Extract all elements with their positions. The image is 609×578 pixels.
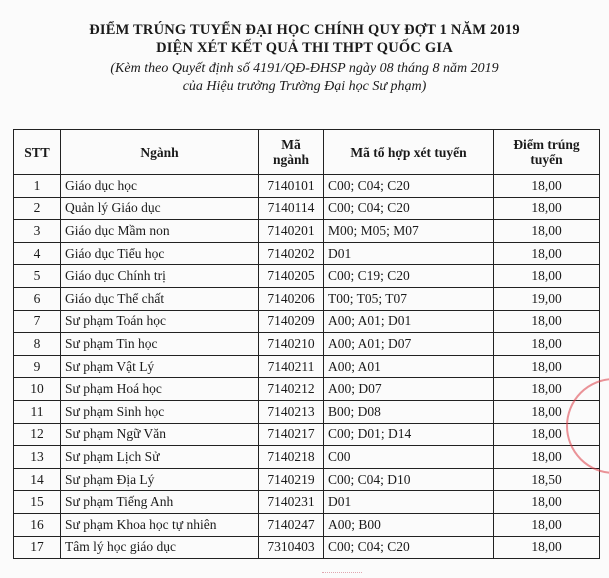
header-stt: STT: [14, 130, 61, 175]
cell-code: 7140213: [259, 400, 324, 423]
table-row: [14, 333, 600, 356]
cell-score: 18,00: [494, 175, 600, 198]
cell-score: 18,00: [494, 242, 600, 265]
table-row: [14, 378, 600, 401]
cell-code: 7140212: [259, 378, 324, 401]
table-row: [14, 400, 600, 423]
table-row: [14, 197, 600, 220]
cell-combo: A00; D07: [324, 378, 494, 401]
table-row: [14, 491, 600, 514]
table-row: [14, 287, 600, 310]
cell-score: 18,00: [494, 400, 600, 423]
cell-score: 18,00: [494, 355, 600, 378]
cell-code: 7140202: [259, 242, 324, 265]
table-row: [14, 423, 600, 446]
table-row: [14, 175, 600, 198]
cell-code: 7140217: [259, 423, 324, 446]
cell-stt: 13: [14, 446, 61, 469]
cell-stt: 12: [14, 423, 61, 446]
cell-score: 19,00: [494, 287, 600, 310]
document-title-line2: DIỆN XÉT KẾT QUẢ THI THPT QUỐC GIA: [156, 40, 453, 56]
cell-code: 7140114: [259, 197, 324, 220]
cell-stt: 17: [14, 536, 61, 559]
cell-score: 18,00: [494, 265, 600, 288]
cell-major: Sư phạm Khoa học tự nhiên: [61, 513, 259, 536]
cell-stt: 9: [14, 355, 61, 378]
cell-major: Sư phạm Tiếng Anh: [61, 491, 259, 514]
cell-major: Giáo dục Chính trị: [61, 265, 259, 288]
table-row: [14, 355, 600, 378]
cell-stt: 5: [14, 265, 61, 288]
cell-combo: C00: [324, 446, 494, 469]
cell-combo: A00; A01: [324, 355, 494, 378]
cell-major: Giáo dục học: [61, 175, 259, 198]
cell-code: 7140247: [259, 513, 324, 536]
cell-combo: A00; A01; D07: [324, 333, 494, 356]
admission-scores-table: [13, 129, 600, 559]
cell-combo: C00; C04; C20: [324, 197, 494, 220]
cell-stt: 14: [14, 468, 61, 491]
cell-combo: A00; A01; D01: [324, 310, 494, 333]
document-subtitle-line1: (Kèm theo Quyết định số 4191/QĐ-ĐHSP ngày 08 tháng 8 năm 2019: [110, 61, 499, 76]
table-row: [14, 513, 600, 536]
cell-code: 7140201: [259, 220, 324, 243]
cell-code: 7140209: [259, 310, 324, 333]
cell-stt: 6: [14, 287, 61, 310]
cell-major: Tâm lý học giáo dục: [61, 536, 259, 559]
cell-score: 18,00: [494, 197, 600, 220]
cell-code: 7140218: [259, 446, 324, 469]
cell-stt: 16: [14, 513, 61, 536]
cell-code: 7140210: [259, 333, 324, 356]
cell-code: 7140211: [259, 355, 324, 378]
cell-combo: C00; C04; C20: [324, 536, 494, 559]
cell-combo: C00; C04; D10: [324, 468, 494, 491]
document-subtitle-line2: của Hiệu trưởng Trường Đại học Sư phạm): [182, 79, 427, 94]
cell-major: Sư phạm Hoá học: [61, 378, 259, 401]
cell-stt: 8: [14, 333, 61, 356]
cell-combo: D01: [324, 242, 494, 265]
cell-score: 18,00: [494, 446, 600, 469]
cell-stt: 10: [14, 378, 61, 401]
cell-major: Giáo dục Thể chất: [61, 287, 259, 310]
cell-combo: T00; T05; T07: [324, 287, 494, 310]
cell-code: 7140101: [259, 175, 324, 198]
cell-combo: M00; M05; M07: [324, 220, 494, 243]
cell-score: 18,00: [494, 333, 600, 356]
cell-major: Sư phạm Ngữ Văn: [61, 423, 259, 446]
cell-combo: C00; C04; C20: [324, 175, 494, 198]
cell-score: 18,50: [494, 468, 600, 491]
cell-combo: D01: [324, 491, 494, 514]
cell-major: Sư phạm Lịch Sử: [61, 446, 259, 469]
table-row: [14, 220, 600, 243]
cell-code: 7140219: [259, 468, 324, 491]
cell-major: Quản lý Giáo dục: [61, 197, 259, 220]
table-row: [14, 242, 600, 265]
cell-code: 7310403: [259, 536, 324, 559]
cell-stt: 2: [14, 197, 61, 220]
cell-score: 18,00: [494, 310, 600, 333]
table-body: [14, 175, 600, 559]
cell-score: 18,00: [494, 220, 600, 243]
cell-combo: C00; C19; C20: [324, 265, 494, 288]
cell-code: 7140205: [259, 265, 324, 288]
cell-code: 7140231: [259, 491, 324, 514]
cell-score: 18,00: [494, 513, 600, 536]
cell-score: 18,00: [494, 536, 600, 559]
cell-major: Sư phạm Sinh học: [61, 400, 259, 423]
cell-major: Sư phạm Địa Lý: [61, 468, 259, 491]
table-row: [14, 536, 600, 559]
table-row: [14, 446, 600, 469]
cell-major: Sư phạm Tin học: [61, 333, 259, 356]
cell-score: 18,00: [494, 491, 600, 514]
cell-combo: A00; B00: [324, 513, 494, 536]
table-header-row: [14, 130, 600, 175]
cell-stt: 7: [14, 310, 61, 333]
table-row: [14, 310, 600, 333]
cell-stt: 4: [14, 242, 61, 265]
cell-stt: 15: [14, 491, 61, 514]
table-row: [14, 468, 600, 491]
cell-major: Sư phạm Toán học: [61, 310, 259, 333]
signature-ink-mark: [322, 566, 362, 573]
cell-stt: 3: [14, 220, 61, 243]
header-major: Ngành: [61, 130, 259, 175]
header-code: Mã ngành: [259, 130, 324, 175]
cell-score: 18,00: [494, 378, 600, 401]
cell-score: 18,00: [494, 423, 600, 446]
cell-major: Giáo dục Tiểu học: [61, 242, 259, 265]
cell-code: 7140206: [259, 287, 324, 310]
cell-combo: C00; D01; D14: [324, 423, 494, 446]
cell-combo: B00; D08: [324, 400, 494, 423]
document-title-line1: ĐIỂM TRÚNG TUYỂN ĐẠI HỌC CHÍNH QUY ĐỢT 1 NĂM 2019: [89, 22, 520, 38]
cell-major: Sư phạm Vật Lý: [61, 355, 259, 378]
header-score: Điểm trúng tuyển: [494, 130, 600, 175]
cell-major: Giáo dục Mầm non: [61, 220, 259, 243]
cell-stt: 11: [14, 400, 61, 423]
table-row: [14, 265, 600, 288]
header-combo: Mã tổ hợp xét tuyển: [324, 130, 494, 175]
cell-stt: 1: [14, 175, 61, 198]
